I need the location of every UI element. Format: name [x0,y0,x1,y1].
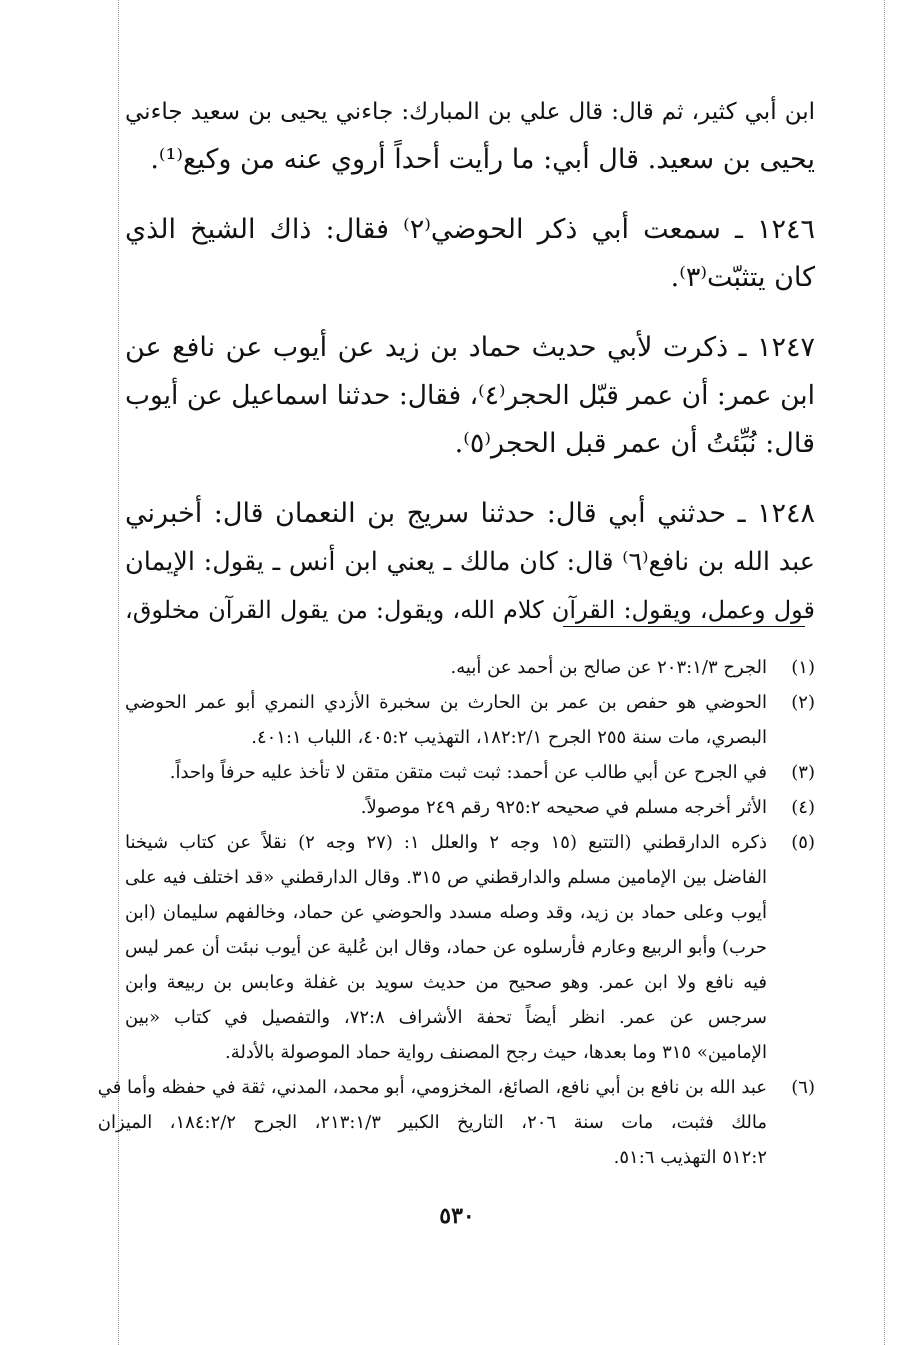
footnote-line: ٥١٢:٢ التهذيب ٥١:٦. [613,1147,767,1168]
main-text [125,88,815,656]
text-line: ١٢٤٦ ـ سمعت أبي ذكر الحوضي⁽٢⁾ فقال: ذاك الشيخ الذي [125,214,815,245]
footnote-label: (٥) [791,832,815,853]
footnote-4 [125,790,815,825]
text-line: عبد الله بن نافع⁽٦⁾ قال: كان مالك ـ يعني ابن أنس ـ يقول: الإيمان [125,547,815,577]
footnote-3 [125,755,815,790]
footnote-label: (٤) [791,797,815,818]
footnote-line: الفاضل بين الإمامين مسلم والدارقطني ص ٣١٥. وقال الدارقطني «قد اختلف فيه على [125,867,767,888]
footnote-line: مالك فثبت، مات سنة ٢٠٦، التاريخ الكبير ٢١٣:١/٣، الجرح ١٨٤:٢/٢، الميزان [97,1112,767,1133]
footnote-label: (٢) [791,692,815,713]
text-line: ١٢٤٧ ـ ذكرت لأبي حديث حماد بن زيد عن أيوب عن نافع عن [125,332,815,363]
footnote-line: البصري، مات سنة ٢٥٥ الجرح ١٨٢:٢/١، التهذيب ٤٠٥:٢، اللباب ٤٠١:١. [251,727,767,748]
footnote-1 [125,650,815,685]
footnote-label: (١) [791,657,815,678]
paragraph-1248 [125,490,815,634]
footnote-divider [563,626,805,627]
footnote-2 [125,685,815,755]
text-line: قال: نُبِّئتُ أن عمر قبل الحجر⁽٥⁾. [454,428,815,459]
text-line: كان يتثبّت⁽٣⁾. [670,262,815,293]
text-line: قول وعمل، ويقول: القرآن كلام الله، ويقول: من يقول القرآن مخلوق، [125,596,815,624]
footnote-line: الأثر أخرجه مسلم في صحيحه ٩٢٥:٢ رقم ٢٤٩ موصولاً. [360,797,767,818]
footnote-line: حرب) وأبو الربيع وعارم فأرسلوه عن حماد، وقال ابن عُلية عن أيوب نبئت أن عمر ليس [125,937,767,958]
text-line: ١٢٤٨ ـ حدثني أبي قال: حدثنا سريج بن النعمان قال: أخبرني [125,498,815,529]
footnote-line: فيه نافع ولا ابن عمر. وهو صحيح من حديث سويد بن غفلة وعابس بن ربيعة وابن [125,972,767,993]
footnote-label: (٦) [791,1077,815,1098]
footnote-line: عبد الله بن نافع بن أبي نافع، الصائغ، المخزومي، أبو محمد، المدني، ثقة في حفظه وأما في [97,1077,767,1098]
footnote-line: الجرح ٢٠٣:١/٣ عن صالح بن أحمد عن أبيه. [450,657,767,678]
footnote-line: أيوب وعلى حماد بن زيد، وقد وصله مسدد والحوضي عن حماد، وخالفهم سليمان (ابن [125,902,767,923]
footnotes [97,650,815,1175]
footnote-5 [125,825,815,1070]
footnote-line: الإمامين» ٣١٥ وما بعدها، حيث رجح المصنف رواية حماد الموصولة بالأدلة. [224,1042,767,1063]
paragraph-continuation [125,88,815,184]
text-line: ابن أبي كثير، ثم قال: قال علي بن المبارك: جاءني يحيى بن سعيد جاءني [125,99,815,125]
footnote-6 [97,1070,815,1175]
page-number: ٥٣٠ [439,1203,475,1229]
footnote-label: (٣) [791,762,815,783]
scan-edge-right [884,0,885,1345]
paragraph-1246 [125,206,815,302]
footnote-line: ذكره الدارقطني (التتبع (١٥ وجه ٢ والعلل ١: (٢٧ وجه ٢) نقلاً عن كتاب شيخنا [125,832,767,853]
footnote-line: الحوضي هو حفص بن عمر بن الحارث بن سخبرة الأزدي النمري أبو عمر الحوضي [125,692,767,713]
text-line: ابن عمر: أن عمر قبّل الحجر⁽٤⁾، فقال: حدثنا اسماعيل عن أيوب [125,380,815,411]
paragraph-1247 [125,324,815,468]
footnote-line: في الجرح عن أبي طالب عن أحمد: ثبت ثبت متقن متقن لا تأخذ عليه حرفاً واحداً. [169,762,767,783]
text-line: يحيى بن سعيد. قال أبي: ما رأيت أحداً أروي عنه من وكيع⁽¹⁾. [150,144,815,175]
footnote-line: سرجس عن عمر. انظر أيضاً تحفة الأشراف ٧٢:٨، والتفصيل في كتاب «بين [125,1007,767,1028]
